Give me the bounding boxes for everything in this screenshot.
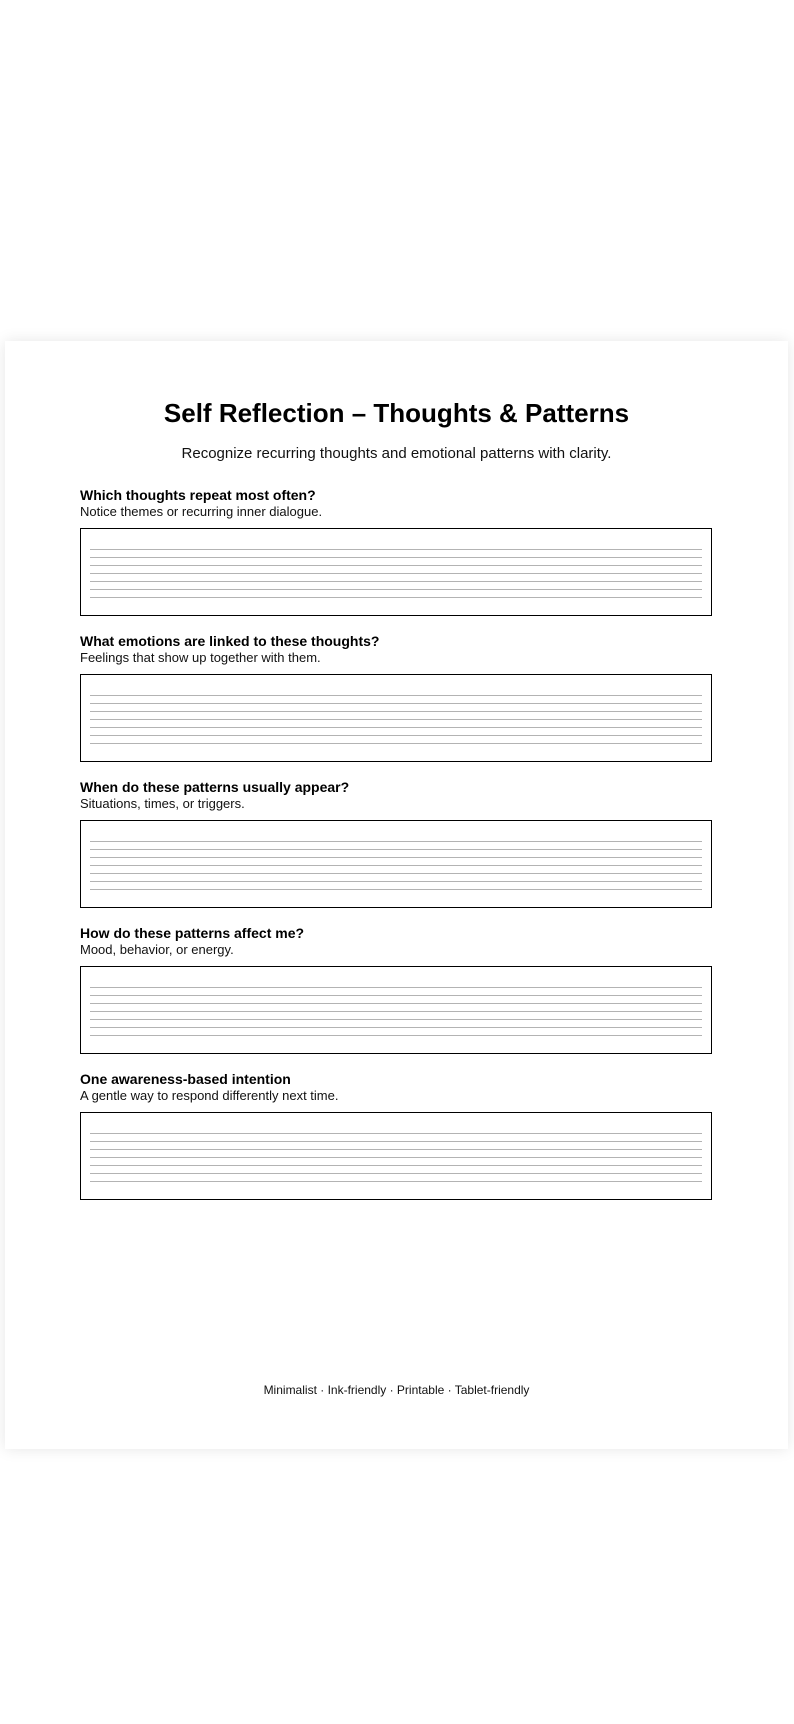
writing-line (90, 1011, 702, 1012)
question-title: Which thoughts repeat most often? (80, 487, 316, 503)
writing-line (90, 735, 702, 736)
question-hint: Feelings that show up together with them. (80, 650, 321, 665)
writing-line (90, 743, 702, 744)
writing-line (90, 1133, 702, 1134)
writing-line (90, 597, 702, 598)
writing-line (90, 703, 702, 704)
page-title: Self Reflection – Thoughts & Patterns (163, 398, 630, 428)
question-title: How do these patterns affect me? (80, 925, 305, 941)
writing-line (90, 695, 702, 696)
writing-line (90, 1157, 702, 1158)
question-hint: Notice themes or recurring inner dialogue. (80, 504, 323, 519)
writing-line (90, 1035, 702, 1036)
page-subtitle: Recognize recurring thoughts and emotional patterns with clarity. (181, 445, 612, 462)
writing-line (90, 865, 702, 866)
question-section-4 (80, 925, 714, 1071)
answer-box[interactable] (80, 966, 712, 1054)
writing-line (90, 889, 702, 890)
writing-line (90, 549, 702, 550)
question-title: When do these patterns usually appear? (80, 779, 350, 795)
footer-note: Minimalist · Ink-friendly · Printable · Tablet-friendly (263, 1383, 530, 1397)
writing-line (90, 987, 702, 988)
writing-line (90, 1149, 702, 1150)
writing-line (90, 1165, 702, 1166)
writing-line (90, 719, 702, 720)
writing-line (90, 581, 702, 582)
writing-line (90, 711, 702, 712)
writing-line (90, 573, 702, 574)
question-section-1 (80, 487, 714, 633)
writing-line (90, 849, 702, 850)
writing-line (90, 881, 702, 882)
writing-line (90, 565, 702, 566)
writing-line (90, 1003, 702, 1004)
answer-box[interactable] (80, 1112, 712, 1200)
writing-line (90, 995, 702, 996)
answer-box[interactable] (80, 820, 712, 908)
writing-line (90, 557, 702, 558)
answer-box[interactable] (80, 674, 712, 762)
writing-line (90, 1141, 702, 1142)
worksheet-page (5, 341, 788, 1449)
question-title: What emotions are linked to these thoughts? (80, 633, 380, 649)
writing-line (90, 727, 702, 728)
question-sections (80, 487, 714, 1217)
writing-line (90, 1027, 702, 1028)
question-section-3 (80, 779, 714, 925)
question-title: One awareness-based intention (80, 1071, 291, 1087)
question-section-5 (80, 1071, 714, 1217)
writing-line (90, 873, 702, 874)
answer-box[interactable] (80, 528, 712, 616)
writing-line (90, 1019, 702, 1020)
question-hint: Mood, behavior, or energy. (80, 942, 234, 957)
question-section-2 (80, 633, 714, 779)
writing-line (90, 1173, 702, 1174)
question-hint: A gentle way to respond differently next time. (80, 1088, 339, 1103)
writing-line (90, 857, 702, 858)
question-hint: Situations, times, or triggers. (80, 796, 245, 811)
writing-line (90, 1181, 702, 1182)
writing-line (90, 589, 702, 590)
writing-line (90, 841, 702, 842)
